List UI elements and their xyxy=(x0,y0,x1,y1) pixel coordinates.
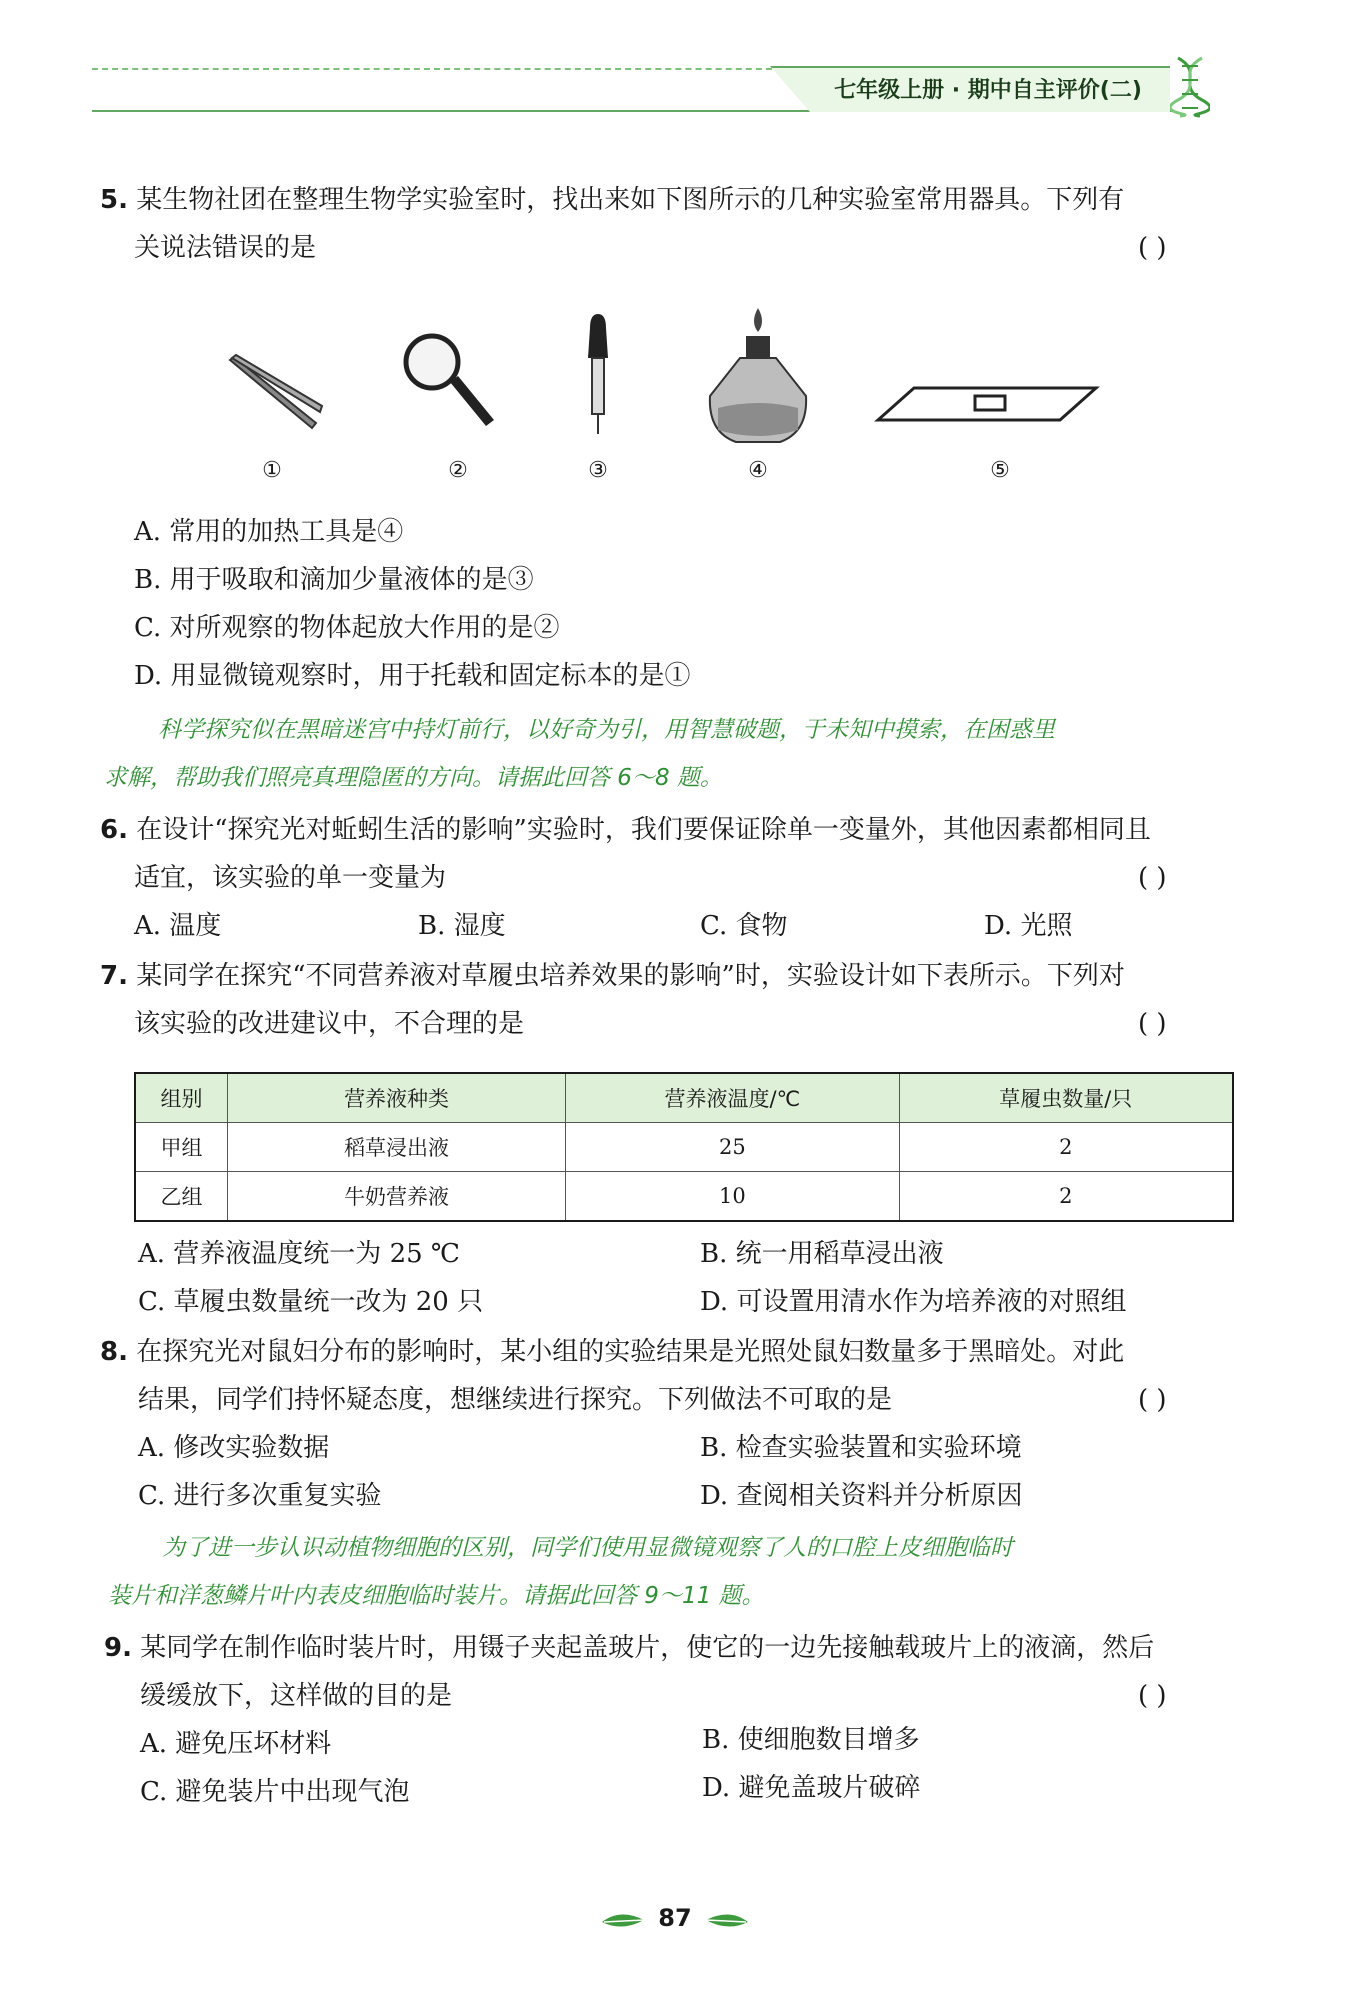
q5-number: 5. xyxy=(100,185,128,215)
q7-answer-paren: ( ) xyxy=(1138,1009,1167,1039)
q9-line1 xyxy=(104,1630,1154,1666)
intro-6-8-line1: 科学探究似在黑暗迷宫中持灯前行，以好奇为引，用智慧破题，于未知中摸索，在困惑里 xyxy=(158,717,1055,743)
header-title: 七年级上册 · 期中自主评价(二) xyxy=(834,78,1142,103)
q8-text-1: 在探究光对鼠妇分布的影响时，某小组的实验结果是光照处鼠妇数量多于黑暗处。对此 xyxy=(136,1337,1125,1367)
q7-line2: 该实验的改进建议中，不合理的是 xyxy=(134,1009,525,1039)
q8-line1 xyxy=(100,1334,1124,1370)
slide-icon xyxy=(878,388,1096,420)
table-header-row xyxy=(135,1073,1233,1123)
q8-line2: 结果，同学们持怀疑态度，想继续进行探究。下列做法不可取的是 xyxy=(138,1385,893,1415)
q5-option-d[interactable]: D. 用显微镜观察时，用于托载和固定标本的是① xyxy=(134,661,691,691)
q8-option-d[interactable]: D. 查阅相关资料并分析原因 xyxy=(700,1481,1023,1511)
figure-label-3: ③ xyxy=(588,458,608,483)
q6-line2: 适宜，该实验的单一变量为 xyxy=(134,863,447,893)
q8-answer-paren: ( ) xyxy=(1138,1385,1167,1415)
table-cell: 乙组 xyxy=(135,1172,227,1222)
table-header-cell: 营养液种类 xyxy=(227,1073,565,1123)
q8-option-c[interactable]: C. 进行多次重复实验 xyxy=(138,1481,382,1511)
q6-option-a[interactable]: A. 温度 xyxy=(134,911,222,941)
table-header-cell: 草履虫数量/只 xyxy=(899,1073,1233,1123)
q7-option-a[interactable]: A. 营养液温度统一为 25 ℃ xyxy=(138,1239,461,1269)
q7-text-1: 某同学在探究“不同营养液对草履虫培养效果的影响”时，实验设计如下表所示。下列对 xyxy=(136,961,1125,991)
table-header-cell: 营养液温度/℃ xyxy=(566,1073,899,1123)
q6-line1 xyxy=(100,812,1151,848)
intro-9-11-line2: 装片和洋葱鳞片叶内表皮细胞临时装片。请据此回答 9～11 题。 xyxy=(108,1583,765,1609)
q9-text-1: 某同学在制作临时装片时，用镊子夹起盖玻片，使它的一边先接触载玻片上的液滴，然后 xyxy=(140,1633,1155,1663)
q7-number: 7. xyxy=(100,961,128,991)
q5-option-a[interactable]: A. 常用的加热工具是④ xyxy=(134,517,404,547)
q6-option-c[interactable]: C. 食物 xyxy=(700,911,788,941)
q9-option-b[interactable]: B. 使细胞数目增多 xyxy=(702,1725,920,1755)
q5-line2: 关说法错误的是 xyxy=(134,233,317,263)
q5-option-c[interactable]: C. 对所观察的物体起放大作用的是② xyxy=(134,613,560,643)
q9-answer-paren: ( ) xyxy=(1138,1681,1167,1711)
leaf-ornament-icon xyxy=(704,1908,750,1932)
q6-answer-paren: ( ) xyxy=(1138,863,1167,893)
intro-6-8-line2: 求解，帮助我们照亮真理隐匿的方向。请据此回答 6～8 题。 xyxy=(104,765,723,791)
q6-text-1: 在设计“探究光对蚯蚓生活的影响”实验时，我们要保证除单一变量外，其他因素都相同且 xyxy=(136,815,1151,845)
q9-line2: 缓缓放下，这样做的目的是 xyxy=(140,1681,453,1711)
table-row xyxy=(135,1123,1233,1172)
q9-number: 9. xyxy=(104,1633,132,1663)
q5-text-1: 某生物社团在整理生物学实验室时，找出来如下图所示的几种实验室常用器具。下列有 xyxy=(136,185,1125,215)
q9-option-c[interactable]: C. 避免装片中出现气泡 xyxy=(140,1777,410,1807)
header-dashed-rule xyxy=(92,68,782,70)
table-header-cell: 组别 xyxy=(135,1073,227,1123)
table-cell: 2 xyxy=(899,1172,1233,1222)
table-cell: 甲组 xyxy=(135,1123,227,1172)
intro-9-11-line1: 为了进一步认识动植物细胞的区别，同学们使用显微镜观察了人的口腔上皮细胞临时 xyxy=(162,1535,1013,1561)
leaf-ornament-icon xyxy=(600,1908,646,1932)
dropper-icon xyxy=(588,314,608,434)
q7-option-d[interactable]: D. 可设置用清水作为培养液的对照组 xyxy=(700,1287,1127,1317)
figure-label-5: ⑤ xyxy=(990,458,1010,483)
magnifier-icon xyxy=(406,336,494,426)
table-cell: 稻草浸出液 xyxy=(227,1123,565,1172)
figure-label-4: ④ xyxy=(748,458,768,483)
q5-line1 xyxy=(100,182,1124,218)
figure-label-2: ② xyxy=(448,458,468,483)
table-row xyxy=(135,1172,1233,1222)
q8-option-a[interactable]: A. 修改实验数据 xyxy=(138,1433,330,1463)
q5-figure xyxy=(220,300,1120,450)
alcohol-lamp-icon xyxy=(710,308,806,442)
table-cell: 25 xyxy=(566,1123,899,1172)
q7-option-b[interactable]: B. 统一用稻草浸出液 xyxy=(700,1239,944,1269)
table-cell: 2 xyxy=(899,1123,1233,1172)
table-cell: 10 xyxy=(566,1172,899,1222)
table-cell: 牛奶营养液 xyxy=(227,1172,565,1222)
q6-option-d[interactable]: D. 光照 xyxy=(984,911,1073,941)
q8-option-b[interactable]: B. 检查实验装置和实验环境 xyxy=(700,1433,1022,1463)
experiment-table xyxy=(134,1072,1234,1222)
q5-option-b[interactable]: B. 用于吸取和滴加少量液体的是③ xyxy=(134,565,534,595)
q8-number: 8. xyxy=(100,1337,128,1367)
q7-option-c[interactable]: C. 草履虫数量统一改为 20 只 xyxy=(138,1287,484,1317)
q9-option-a[interactable]: A. 避免压坏材料 xyxy=(140,1729,332,1759)
dna-icon xyxy=(1170,56,1210,118)
figure-label-1: ① xyxy=(262,458,282,483)
q9-option-d[interactable]: D. 避免盖玻片破碎 xyxy=(702,1773,921,1803)
q7-line1 xyxy=(100,958,1125,994)
page-number: 87 xyxy=(658,1904,692,1932)
page-footer xyxy=(600,1900,750,1940)
q6-number: 6. xyxy=(100,815,128,845)
q5-answer-paren: ( ) xyxy=(1138,233,1167,263)
tweezers-icon xyxy=(230,355,322,428)
q6-option-b[interactable]: B. 湿度 xyxy=(418,911,506,941)
